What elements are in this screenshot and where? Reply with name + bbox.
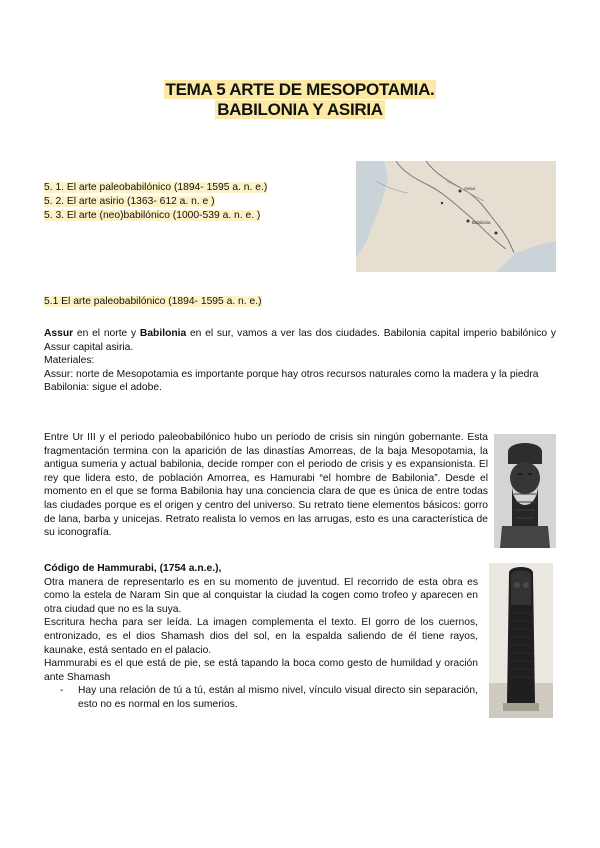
code-of-hammurabi-stele-photo xyxy=(489,563,553,718)
toc-item-1: 5. 1. El arte paleobabilónico (1894- 1595 a. n. e.) xyxy=(44,182,268,193)
hammurabi-head-photo xyxy=(494,434,556,548)
assur-term: Assur xyxy=(44,328,74,339)
toc-item-3: 5. 3. El arte (neo)babilónico (1000-539 a. n. e. ) xyxy=(44,210,261,221)
babilonia-materials: Babilonia: sigue el adobe. xyxy=(44,382,162,394)
intro-paragraph: Assur en el norte y Babilonia en el sur, vamos a ver las dos ciudades. Babilonia capital imperio babilónico y Assur capital asiria. Materiales: Assur: norte de Mesopotamia es importante porque hay otros recursos naturales como la madera y la piedra Babilonia: sigue el adobe. xyxy=(44,328,557,394)
table-of-contents xyxy=(44,181,267,223)
codigo-paragraph-3: Hammurabi es el que está de pie, se está tapando la boca como gesto de humildad y oración ante Shamash xyxy=(44,658,478,683)
page-title-line2: BABILONIA Y ASIRIA xyxy=(217,100,383,119)
map-label-assur: Assur xyxy=(464,186,476,191)
codigo-paragraph-1: Otra manera de representarlo es en su momento de juventud. El recorrido de esta obra es como la estela de Naram Sin que al conquistar la ciudad la cogen como trofeo y aparecen en otra ciudad que no es la suya. xyxy=(44,576,478,615)
codigo-section xyxy=(44,562,478,712)
assur-materials: Assur: norte de Mesopotamia es importante porque hay otros recursos naturales como la madera y la piedra xyxy=(44,368,539,380)
crisis-paragraph: Entre Ur III y el periodo paleobabilónico hubo un periodo de crisis sin ningún gobernante. Esta fragmentación termina con la aparición de las dinastías Amorreas, de la baja Mesopotamia, la antigua sumeria y actual babilonia, decide romper con el periodo de crisis y es expansionista. El rey que lidera esto, de población Amorrea, es Hamurabi “el hombre de Babilonia”. Desde el momento en el que se forma Babilonia hay una conciencia clara de que es única de entre todas las ciudades porque es el origen y centro del universo. Su retrato tiene elementos básicos: gorro de lana, barba y unicejas. Retrato realista lo vemos en las arrugas, esto es una característica de su iconografía. xyxy=(44,432,488,539)
section-heading-5-1: 5.1 El arte paleobabilónico (1894- 1595 a. n. e.) xyxy=(44,296,262,307)
babilonia-term: Babilonia xyxy=(139,328,187,339)
materiales-label: Materiales: xyxy=(44,355,95,367)
bullet-dash: - xyxy=(60,685,64,697)
page-title-line1: TEMA 5 ARTE DE MESOPOTAMIA. xyxy=(165,80,435,99)
map-label-babilonia: Babilonia xyxy=(472,220,491,225)
toc-item-2: 5. 2. El arte asirio (1363- 612 a. n. e ) xyxy=(44,196,215,207)
mesopotamia-map-image xyxy=(356,161,556,272)
list-item: - Hay una relación de tú a tú, están al mismo nivel, vínculo visual directo sin separación, esto no es normal en los sumerios. xyxy=(60,685,478,710)
codigo-paragraph-2: Escritura hecha para ser leída. La imagen complementa el texto. El gorro de los cuernos, entronizado, es el dios Shamash dios del sol, en la espalda saliendo de él tiene rayos, kaunake, está sentado en el palacio. xyxy=(44,617,478,656)
codigo-heading: Código de Hammurabi, (1754 a.n.e.), xyxy=(44,563,222,574)
